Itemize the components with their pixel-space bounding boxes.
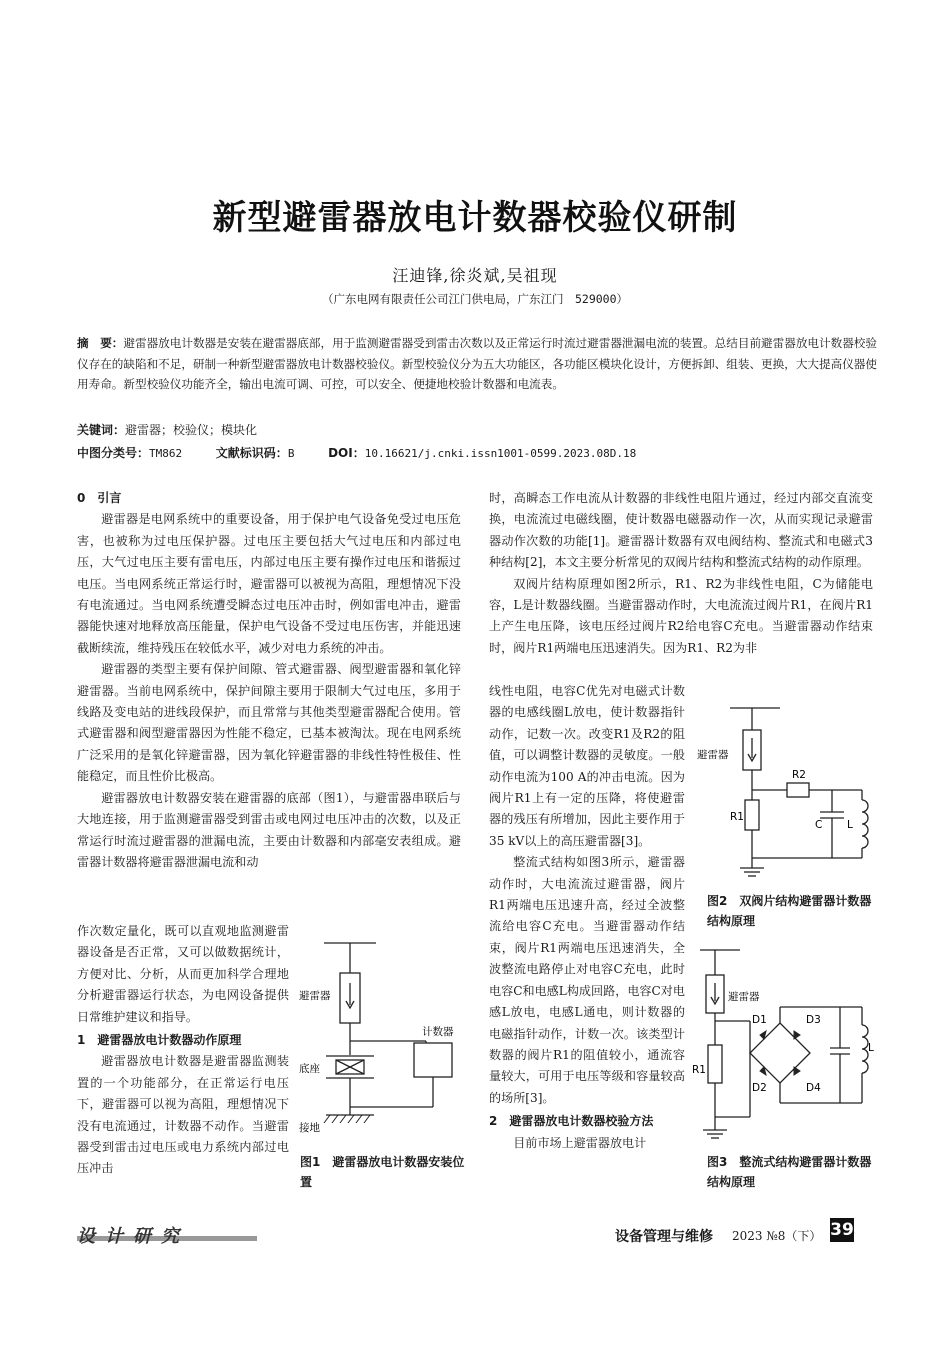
abstract <box>77 333 877 395</box>
figure-2-caption <box>707 891 877 931</box>
figure-2-diagram <box>692 700 882 890</box>
keywords-text: 避雷器；校验仪；模块化 <box>125 423 258 437</box>
paragraph: 作次数定量化，既可以直观地监测避雷器设备是否正常，又可以做数据统计，方便对比、分析，从而更加科学合理地分析避雷器运行状态，为电网设备提供日常维护建议和指导。 <box>77 924 289 1024</box>
fig2-caption-num: 图2 <box>707 894 728 908</box>
paragraph: 避雷器放电计数器安装在避雷器的底部（图1），与避雷器串联后与大地连接，用于监测避雷器受到雷击或电网过电压冲击的次数，以及正常运行时流过避雷器的泄漏电流，主要由计数器和内部毫安表组成。避雷器计数器将避雷器泄漏电流和动 <box>77 790 461 869</box>
right-column-middle <box>489 681 685 1154</box>
doi-value: 10.16621/j.cnki.issn1001-0599.2023.08D.18 <box>364 447 637 460</box>
keywords <box>77 421 257 438</box>
section-0-heading: 0 引言 <box>77 491 122 505</box>
footer-section-label: 设计研究 <box>77 1226 189 1247</box>
fig2-label-r2: R2 <box>792 769 806 781</box>
doi-label: DOI： <box>328 446 365 460</box>
section-2-heading: 2 避雷器放电计数器校验方法 <box>489 1114 654 1129</box>
abstract-label: 摘 要： <box>77 336 124 350</box>
journal-name: 设备管理与维修 <box>615 1229 713 1245</box>
figure-3-diagram <box>690 945 885 1150</box>
paragraph: 双阀片结构原理如图2所示，R1、R2为非线性电阻，C为储能电容，L是计数器线圈。当避雷器动作时，大电流流过阀片R1，在阀片R1上产生电压降，该电压经过阀片R2给电容C充电。当避雷器动作结束时，阀片R1两端电压迅速消失。因为R1、R2为非 <box>489 576 873 655</box>
doc-value: B <box>287 447 295 460</box>
clc-label: 中图分类号： <box>77 446 150 460</box>
doc-label: 文献标识码： <box>215 446 288 460</box>
classification <box>77 444 636 461</box>
fig3-caption-text: 整流式结构避雷器计数器结构原理 <box>707 1155 872 1189</box>
fig3-label-d2: D2 <box>752 1082 767 1094</box>
paragraph: 线性电阻，电容C优先对电磁式计数器的电感线圈L放电，使计数器指针动作，记数一次。改变R1及R2的阻值，可以调整计数器的灵敏度。一般动作电流为100 A的冲击电流。因为阀片R1上有一定的压降，将使避雷器的残压有所增加，因此主要作用于35 kV以上的高压避雷器[3]。 <box>489 684 685 848</box>
clc-value: TM862 <box>149 447 183 460</box>
fig3-label-arrester: 避雷器 <box>728 991 760 1003</box>
paragraph: 避雷器是电网系统中的重要设备，用于保护电气设备免受过电压危害，也被称为过电压保护器。过电压主要包括大气过电压和内部过电压，大气过电压主要有雷电压，内部过电压主要有操作过电压和谐振过电压。当电网系统正常运行时，避雷器可以被视为高阻，理想情况下没有电流通过。当电网系统遭受瞬态过电压冲击时，例如雷电冲击，避雷器能快速对地释放高压能量，保护电气设备不受过电压伤害，并能迅速截断续流，维持残压在较低水平，减少对电力系统的冲击。 <box>77 512 461 655</box>
paragraph: 避雷器的类型主要有保护间隙、管式避雷器、阀型避雷器和氧化锌避雷器。当前电网系统中，保护间隙主要用于限制大气过电压，多用于线路及变电站的进线段保护，而且常常与其他类型避雷器配合使用。管式避雷器和阀型避雷器因为性能不稳定，已基本被淘汰。现在电网系统广泛采用的是氧化锌避雷器，因为氧化锌避雷器的非线性特性极佳、性能稳定，而且性价比极高。 <box>77 662 461 784</box>
paragraph: 目前市场上避雷器放电计 <box>513 1135 647 1150</box>
paragraph: 时，高瞬态工作电流从计数器的非线性电阻片通过，经过内部交直流变换，电流流过电磁线圈，使计数器电磁器动作一次，从而实现记录避雷器动作次数的功能[1]。避雷器计数器有双电阀结构、整流式和电磁式3种结构[2]，本文主要分析常见的双阀片结构和整流式结构的动作原理。 <box>489 491 873 570</box>
fig3-label-r1: R1 <box>692 1064 706 1076</box>
page-title: 新型避雷器放电计数器校验仪研制 <box>212 198 738 238</box>
fig3-label-d1: D1 <box>752 1014 767 1026</box>
fig2-label-arrester: 避雷器 <box>697 749 729 761</box>
fig2-label-r1: R1 <box>730 811 744 823</box>
fig2-label-l: L <box>847 819 853 831</box>
fig2-caption-text: 双阀片结构避雷器计数器结构原理 <box>707 894 872 928</box>
fig3-label-d4: D4 <box>806 1082 821 1094</box>
fig1-label-arrester: 避雷器 <box>299 990 331 1002</box>
fig3-label-l: L <box>868 1042 874 1054</box>
abstract-text: 避雷器放电计数器是安装在避雷器底部，用于监测避雷器受到雷击次数以及正常运行时流过避雷器泄漏电流的装置。总结目前避雷器放电计数器校验仪存在的缺陷和不足，研制一种新型避雷器放电计数器校验仪。新型校验仪分为五大功能区，各功能区模块化设计，方便拆卸、组装、更换，大大提高仪器使用寿命。新型校验仪功能齐全，输出电流可调、可控，可以安全、便捷地校验计数器和电流表。 <box>77 336 877 391</box>
left-column <box>77 488 461 873</box>
affiliation: （广东电网有限责任公司江门供电局，广东江门 529000） <box>321 292 629 306</box>
keywords-label: 关键词： <box>77 423 126 437</box>
right-column <box>489 488 873 659</box>
fig1-caption-num: 图1 <box>300 1155 321 1169</box>
paragraph: 避雷器放电计数器是避雷器监测装置的一个功能部分，在正常运行电压下，避雷器可以视为高阻，理想情况下没有电流通过，计数器不动作。当避雷器受到雷击过电压或电力系统内部过电压冲击 <box>77 1054 289 1176</box>
fig1-label-base: 底座 <box>299 1063 320 1075</box>
fig2-label-c: C <box>815 819 823 831</box>
page-number: 39 <box>830 1220 854 1240</box>
fig1-label-ground: 接地 <box>299 1122 320 1134</box>
figure-3-caption <box>707 1152 877 1192</box>
figure-1-diagram <box>296 935 466 1150</box>
figure-1-caption <box>300 1152 470 1192</box>
fig3-caption-num: 图3 <box>707 1155 728 1169</box>
left-column-lower <box>77 921 289 1180</box>
paragraph: 整流式结构如图3所示，避雷器动作时，大电流流过避雷器，阀片R1两端电压迅速升高，经过全波整流给电容C充电。当避雷器动作结束，阀片R1两端电压迅速消失，全波整流电路停止对电容C充电，此时电容C和电感L构成回路，电容C对电感L放电，电感L通电，则计数器的电磁指针动作，计数一次。该类型计数器的阀片R1的阻值较小，通流容量较大，可用于电压等级和容量较高的场所[3]。 <box>489 855 685 1105</box>
authors: 汪迪锋,徐炎斌,吴祖现 <box>392 266 558 285</box>
issue-number: 2023 №8（下） <box>732 1229 822 1243</box>
fig1-caption-text: 避雷器放电计数器安装位置 <box>300 1155 465 1189</box>
section-1-heading: 1 避雷器放电计数器动作原理 <box>77 1033 242 1048</box>
fig3-label-d3: D3 <box>806 1014 821 1026</box>
fig1-label-counter: 计数器 <box>422 1026 454 1038</box>
